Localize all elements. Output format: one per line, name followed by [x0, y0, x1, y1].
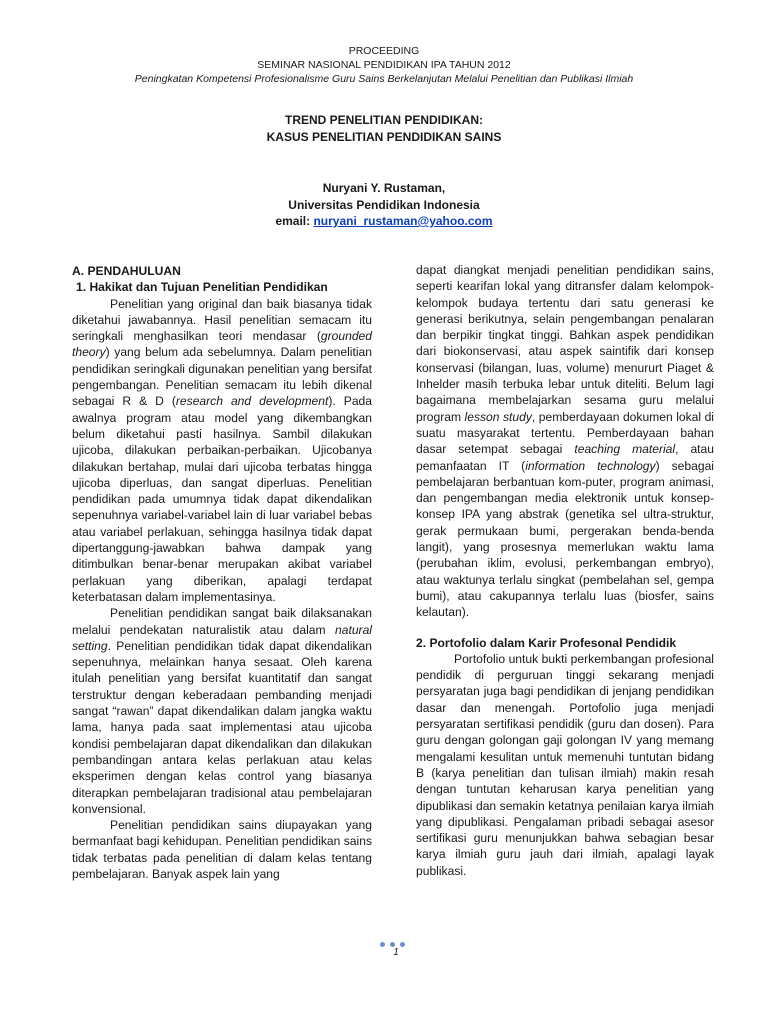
subsection-heading-1: 1. Hakikat dan Tujuan Penelitian Pendidikan	[76, 280, 328, 295]
author-affiliation: Universitas Pendidikan Indonesia	[288, 197, 480, 212]
title-line-1: TREND PENELITIAN PENDIDIKAN:	[284, 113, 483, 127]
header-seminar: SEMINAR NASIONAL PENDIDIKAN IPA TAHUN 2012	[257, 59, 511, 71]
author-email-line	[0, 213, 768, 230]
proceeding-header	[0, 44, 768, 86]
left-paragraph-1: Penelitian yang original dan baik biasanya tidak diketahui jawabannya. Hasil penelitian semacam itu seringkali menghasilkan teori mendasar (grounded theory) yang belum ada sebelumnya. Dalam penelitian pendidikan seringkali digunakan penelitian yang bersifat pengembangan. Penelitian semacam itu lebih dikenal sebagai R & D (research and development). Pada awalnya program atau model yang dikembangkan belum diketahui pasti hasilnya. Sambil dilakukan ujicoba, dilakukan perbaikan-perbaikan. Ujicobanya dilakukan bertahap, mulai dari ujicoba terbatas hingga ujicoba diperluas, dan sangat diperluas. Penelitian pendidikan pada umumnya tidak dapat dikendalikan sepenuhnya variabel-variabel lain di luar variabel bebas atau variabel perlakuan, sehingga hasilnya tidak dapat dipertanggung-jawabkan bahwa dampak yang ditimbulkan benar-benar merupakan akibat variabel perlakuan yang diberikan, apalagi terdapat keterbatasan dalam implementasinya.	[72, 296, 372, 604]
right-paragraph-1: dapat diangkat menjadi penelitian pendidikan sains, seperti kearifan lokal yang ditransfer dalam kelompok-kelompok budaya tertentu dari satu generasi ke generasi berikutnya, selain pengembangan penalaran dan berpikir tingkat tinggi. Bahkan aspek pendidikan dari biokonservasi, atau aspek saintifik dari konsep konservasi (bilangan, luas, volume) menururt Piaget & Inhelder masih terbuka lebar untuk diteliti. Belum lagi bagaimana membelajarkan sesama guru melalui program lesson study, pemberdayaan dokumen lokal di suatu masyarakat tertentu. Pemberdayaan bahan dasar setempat sebagai teaching material, atau pemanfaatan IT (information technology) sebagai pembelajaran berbantuan kom-puter, program animasi, dan pengembangan media elektronik untuk konsep-konsep IPA yang abstrak (genetika sel ultra-struktur, gerak permukaan bumi, pergerakan benda-benda langit), yang prosesnya memerlukan waktu lama (perubahan iklim, evolusi, perkembangan embryo), atau waktunya terlalu singkat (pembelahan sel, gempa bumi), atau cakupannya terlalu luas (biosfer, sains kelautan).	[416, 263, 714, 620]
author-email-link[interactable]: nuryani_rustaman@yahoo.com	[313, 214, 493, 228]
paper-title	[0, 112, 768, 146]
left-column	[72, 263, 372, 882]
footer-dot	[380, 942, 385, 947]
header-proceeding: PROCEEDING	[348, 45, 420, 57]
header-theme: Peningkatan Kompetensi Profesionalisme Guru Sains Berkelanjutan Melalui Penelitian dan Publikasi Ilmiah	[134, 73, 634, 85]
subsection-heading-2: 2. Portofolio dalam Karir Profesonal Pendidik	[416, 635, 677, 650]
right-paragraph-2: Portofolio untuk bukti perkembangan profesional pendidik di perguruan tinggi sekarang menjadi persyaratan juga bagi pendidikan di jenjang pendidikan dasar dan menengah. Portofolio juga menjadi persyaratan sertifikasi pendidik (guru dan dosen). Para guru dengan golongan gaji golongan IV yang memang mengalami kesulitan untuk memenuhi tuntutan bidang B (karya penelitian dan tulisan ilmiah) makin resah dengan tuntutan keharusan karya penelitian yang dipublikasi dan semakin ketatnya penilaian karya ilmiah yang dipublikasi. Pengalaman pribadi sebagai asesor sertifikasi guru menunjukkan bahwa sebagian besar karya ilmiah guru jauh dari ilmiah, apalagi layak publikasi.	[416, 651, 714, 878]
email-label: email:	[275, 214, 314, 228]
page-number: 1	[393, 947, 399, 958]
left-paragraph-3: Penelitian pendidikan sains diupayakan yang bermanfaat bagi kehidupan. Penelitian pendidikan sains tidak terbatas pada penelitian di dalam kelas tentang pembelajaran. Banyak aspek lain yang	[72, 818, 372, 881]
title-line-2: KASUS PENELITIAN PENDIDIKAN SAINS	[266, 130, 502, 144]
section-heading-pendahuluan: A. PENDAHULUAN	[72, 264, 181, 278]
author-block	[0, 180, 768, 230]
left-paragraph-2: Penelitian pendidikan sangat baik dilaksanakan melalui pendekatan naturalistik atau dalam natural setting. Penelitian pendidikan tidak dapat dikendalikan sepenuhnya, melainkan hanya sesaat. Oleh karena itulah penelitian yang bersifat kuantitatif dan sangat terstruktur dengan keberadaan pembanding menjadi sangat “rawan” dapat dikendalikan dalam jangka waktu lama, hanya pada saat implementasi atau ujicoba kondisi pembelajaran dapat dikendalikan dan dilakukan pembandingan antara kelas perlakuan atau kelas eksperimen dengan kelas control yang biasanya diterapkan pembelajaran tradisional atau pembelajaran konvensional.	[72, 606, 372, 816]
author-name: Nuryani Y. Rustaman,	[322, 181, 446, 195]
right-column	[416, 262, 714, 879]
